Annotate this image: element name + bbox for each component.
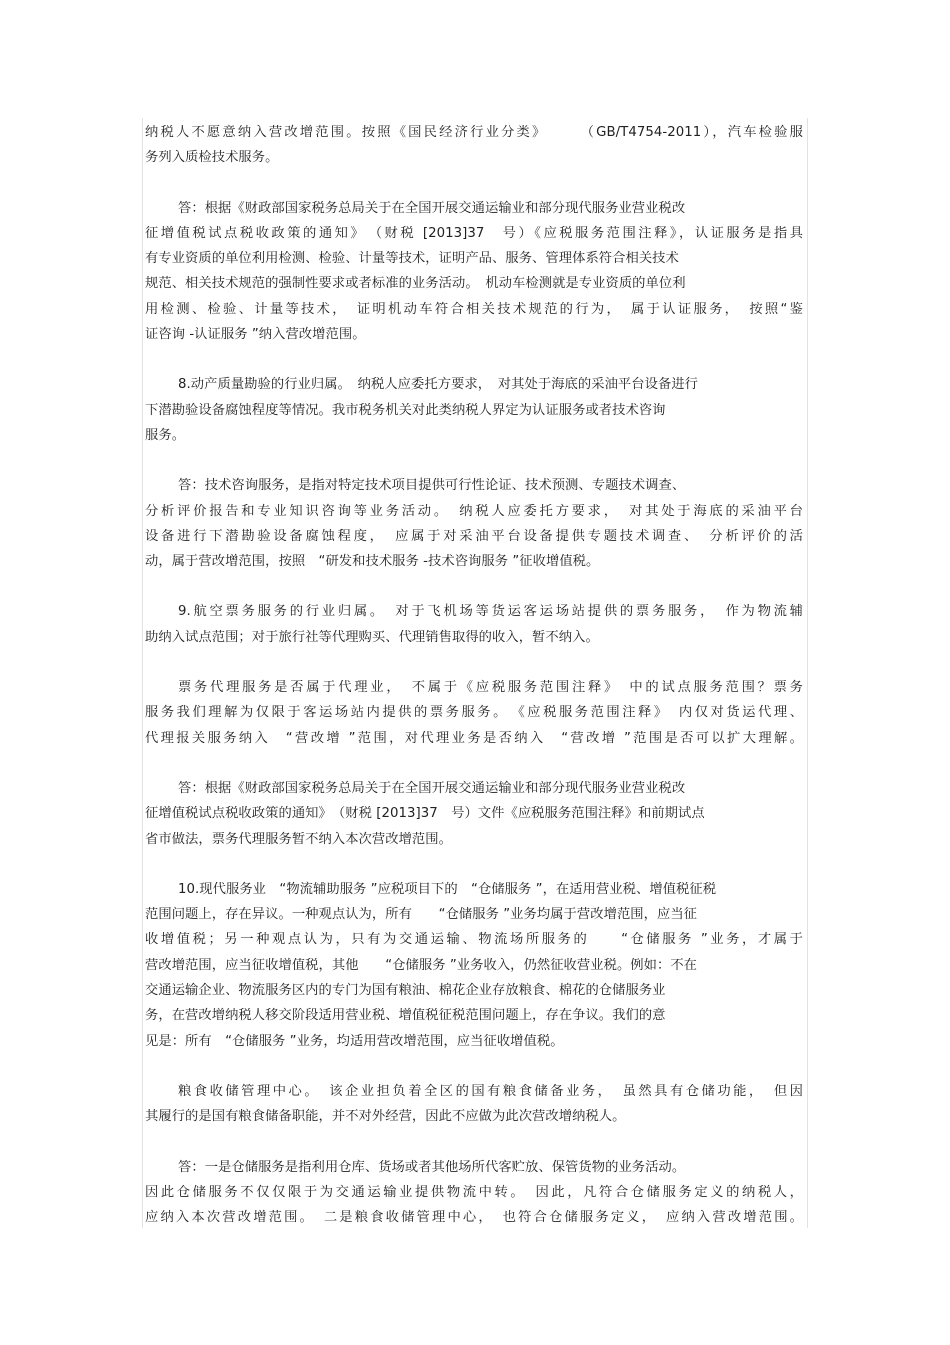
text-line: 助纳入试点范围；对于旅行社等代理购买、代理销售取得的收入，暂不纳入。 [145,629,599,645]
paragraph [145,372,803,448]
text-line: 规范、相关技术规范的强制性要求或者标准的业务活动。 机动车检测就是专业资质的单位利 [145,276,686,292]
text-line: 动，属于营改增范围，按照 “研发和技术服务 -技术咨询服务 ”征收增值税。 [145,554,600,570]
text-line: 答：一是仓储服务是指利用仓库、货场或者其他场所代客贮放、保管货物的业务活动。 [178,1159,686,1175]
text-line: 9.航空票务服务的行业归属。 对于飞机场等货运客运场站提供的票务服务， 作为物流辅 [178,604,803,620]
text-line: 务，在营改增纳税人移交阶段适用营业税、增值税征税范围问题上，存在争议。我们的意 [145,1008,666,1024]
text-line: 应纳入本次营改增范围。 二是粮食收储管理中心， 也符合仓储服务定义， 应纳入营改增范围。 [145,1210,803,1226]
paragraph [145,877,803,1054]
text-line: 答：根据《财政部国家税务总局关于在全国开展交通运输业和部分现代服务业营业税改 [178,780,686,796]
text-line: 答：根据《财政部国家税务总局关于在全国开展交通运输业和部分现代服务业营业税改 [178,200,686,216]
text-line: 营改增范围，应当征收增值税，其他 “仓储服务 ”业务收入，仍然征收营业税。例如：不在 [145,957,698,973]
text-line: 答：技术咨询服务，是指对特定技术项目提供可行性论证、技术预测、专题技术调查、 [178,478,686,494]
text-line: 因此仓储服务不仅仅限于为交通运输业提供物流中转。 因此，凡符合仓储服务定义的纳税人， [145,1184,803,1200]
text-line: 设备进行下潜勘验设备腐蚀程度， 应属于对采油平台设备提供专题技术调查、 分析评价的活 [145,528,803,544]
paragraph [145,675,803,751]
text-line: 服务。 [145,427,186,443]
text-line: 分析评价报告和专业知识咨询等业务活动。 纳税人应委托方要求， 对其处于海底的采油平台 [145,503,803,519]
paragraph [145,473,803,574]
paragraph [145,196,803,348]
text-line: 粮食收储管理中心。 该企业担负着全区的国有粮食储备业务， 虽然具有仓储功能， 但因 [178,1083,803,1099]
text-line: 征增值税试点税收政策的通知》 （财税 [2013]37 号）《应税服务范围注释》，认证服务是指具 [145,225,803,241]
text-line: 见是：所有 “仓储服务 ”业务，均适用营改增范围，应当征收增值税。 [145,1033,564,1049]
text-line: 票务代理服务是否属于代理业， 不属于《应税服务范围注释》 中的试点服务范围？票务 [178,680,803,696]
text-line: 交通运输企业、物流服务区内的专门为国有粮油、棉花企业存放粮食、棉花的仓储服务业 [145,983,666,999]
text-line: 务列入质检技术服务。 [145,150,279,166]
text-line: 下潜勘验设备腐蚀程度等情况。我市税务机关对此类纳税人界定为认证服务或者技术咨询 [145,402,666,418]
text-line: 纳税人不愿意纳入营改增范围。按照《国民经济行业分类》 （GB/T4754-2011），汽车检验服 [145,125,803,140]
text-line: 征增值税试点税收政策的通知》 （财税 [2013]37 号）文件《应税服务范围注释》和前期试点 [145,806,705,822]
text-line: 用检测、检验、计量等技术， 证明机动车符合相关技术规范的行为， 属于认证服务， 按照“鉴 [145,301,803,317]
text-line: 服务我们理解为仅限于客运场站内提供的票务服务。 《应税服务范围注释》 内仅对货运代理、 [145,705,803,721]
paragraph [145,1079,803,1130]
text-line: 有专业资质的单位利用检测、检验、计量等技术，证明产品、服务、管理体系符合相关技术 [145,251,679,267]
text-line: 其履行的是国有粮食储备职能，并不对外经营，因此不应做为此次营改增纳税人。 [145,1109,626,1125]
text-line: 范围问题上，存在异议。一种观点认为，所有 “仓储服务 ”业务均属于营改增范围，应当征 [145,907,698,923]
paragraph [145,120,803,171]
text-line: 10.现代服务业 “物流辅助服务 ”应税项目下的 “仓储服务 ”，在适用营业税、增值税征税 [178,881,717,897]
document-body [145,120,803,1255]
text-line: 收增值税；另一种观点认为，只有为交通运输、物流场所服务的 “仓储服务 ”业务，才属于 [145,932,803,948]
paragraph [145,776,803,852]
text-line: 8.动产质量勘验的行业归属。 纳税人应委托方要求， 对其处于海底的采油平台设备进行 [178,377,699,393]
paragraph [145,1155,803,1231]
paragraph [145,599,803,650]
text-line: 代理报关服务纳入 “营改增 ”范围，对代理业务是否纳入 “营改增 ”范围是否可以扩大理解。 [145,730,803,746]
text-line: 省市做法，票务代理服务暂不纳入本次营改增范围。 [145,831,452,847]
text-line: 证咨询 -认证服务 ”纳入营改增范围。 [145,327,366,343]
